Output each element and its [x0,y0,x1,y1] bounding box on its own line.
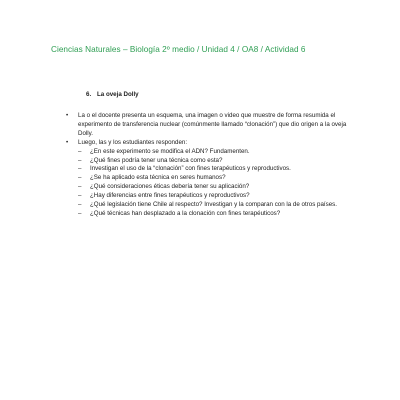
section-number: 6. [86,91,92,98]
question-text: ¿Qué técnicas han desplazado a la clonación con fines terapéuticos? [90,209,281,217]
question-item [66,192,356,201]
bullet-text: Luego, las y los estudiantes responden: [78,138,188,146]
page-header: Ciencias Naturales – Biología 2º medio / Unidad 4 / OA8 / Actividad 6 [51,45,306,54]
question-text: ¿Qué fines podría tener una técnica como esta? [90,156,223,164]
question-text: ¿Qué consideraciones éticas debería tener su aplicación? [90,183,250,191]
bullet-text: La o el docente presenta un esquema, una imagen o video que muestre de forma resumida el experimento de transferencia nuclear (comúnmente llamado “clonación”) que dio origen a la oveja Dolly. [78,112,347,137]
dash-marker: – [78,156,82,164]
question-item [66,201,356,210]
question-text: ¿Hay diferencias entre fines terapéuticos y reproductivos? [90,192,250,200]
dash-marker: – [78,165,82,173]
question-item [66,165,356,174]
dash-marker: – [78,209,82,217]
question-item [66,210,356,219]
bullet-item [66,112,356,139]
question-text: Investigan el uso de la “clonación” con fines terapéuticos y reproductivos. [90,165,291,173]
document-body [66,112,356,219]
dash-marker: – [78,174,82,182]
question-text: ¿Qué legislación tiene Chile al respecto? Investigan y la comparan con la de otros países. [90,201,337,209]
question-item [66,174,356,183]
bullet-item [66,139,356,148]
section-title [86,91,139,98]
dash-marker: – [78,183,82,191]
question-text: ¿En este experimento se modifica el ADN? Fundamenten. [90,147,250,155]
bullet-marker: • [66,138,69,146]
section-title-text: La oveja Dolly [97,91,139,98]
question-text: ¿Se ha aplicado esta técnica en seres humanos? [90,174,226,182]
bullet-marker: • [66,112,69,119]
dash-marker: – [78,147,82,155]
question-item [66,157,356,166]
dash-marker: – [78,201,82,209]
question-item [66,148,356,157]
question-list [66,148,356,219]
question-item [66,183,356,192]
dash-marker: – [78,192,82,200]
